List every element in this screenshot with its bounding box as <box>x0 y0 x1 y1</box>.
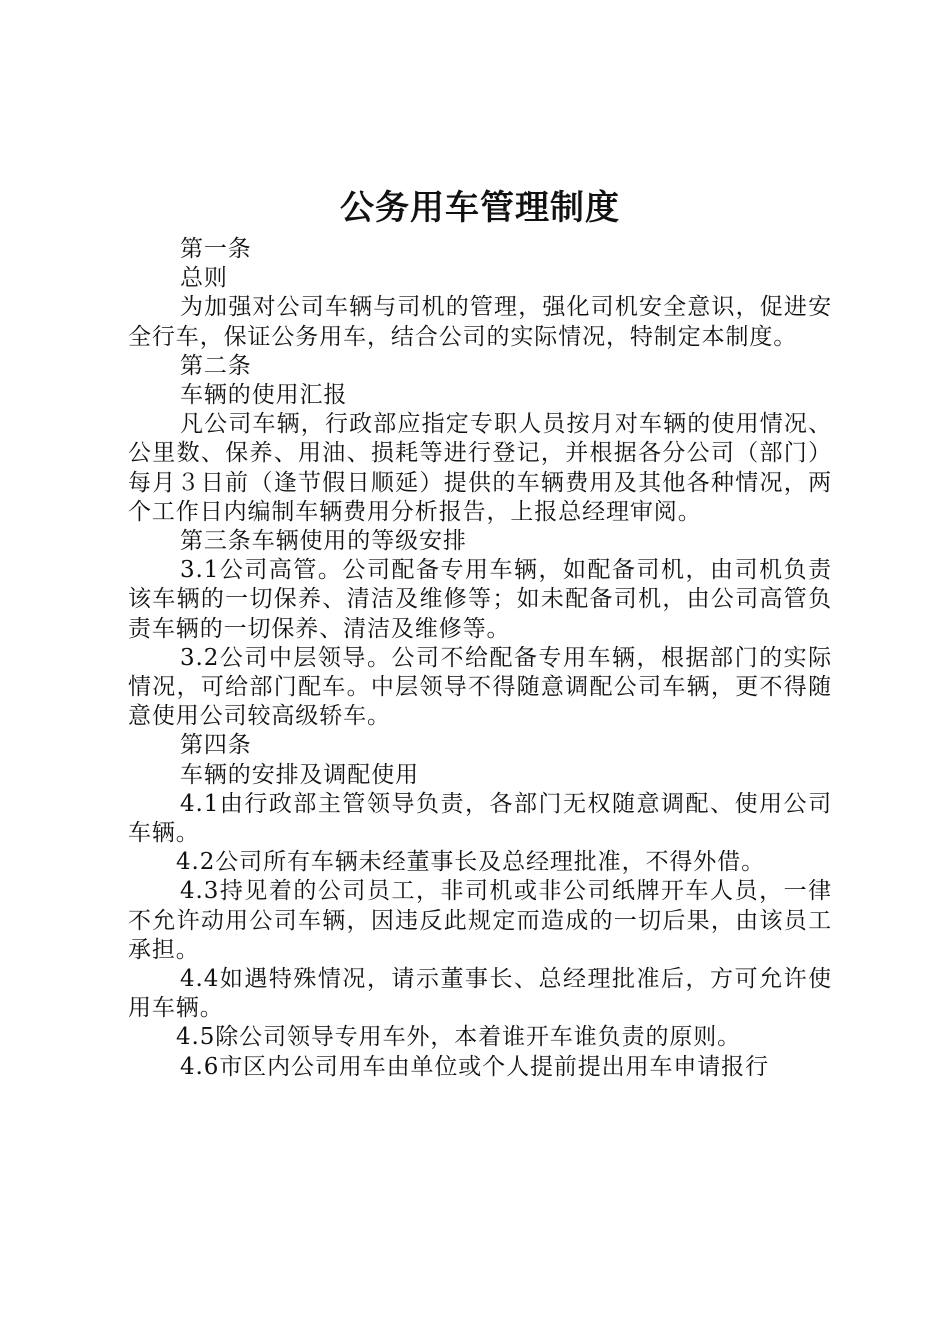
clause-4-3: 4.3持见着的公司员工，非司机或非公司纸牌开车人员，一律不允许动用公司车辆，因违反此规定而造成的一切后果，由该员工承担。 <box>128 878 832 963</box>
article-2-subtitle: 车辆的使用汇报 <box>180 382 348 409</box>
article-2-heading: 第二条 <box>180 352 252 379</box>
clause-4-4: 4.4如遇特殊情况，请示董事长、总经理批准后，方可允许使用车辆。 <box>128 966 832 1022</box>
clause-4-1: 4.1由行政部主管领导负责，各部门无权随意调配、使用公司车辆。 <box>128 790 832 847</box>
clause-4-2: 4.2公司所有车辆未经董事长及总经理批准，不得外借。 <box>176 849 765 876</box>
article-3-heading: 第三条车辆使用的等级安排 <box>180 528 467 555</box>
article-4-subtitle: 车辆的安排及调配使用 <box>180 761 419 788</box>
document-title: 公务用车管理制度 <box>340 188 620 228</box>
article-1-heading: 第一条 <box>180 236 252 262</box>
document-page <box>128 183 832 1082</box>
clause-4-6: 4.6市区内公司用车由单位或个人提前提出用车申请报行 <box>180 1053 769 1080</box>
article-1-body: 为加强对公司车辆与司机的管理，强化司机安全意识，促进安全行车，保证公务用车，结合公司的实际情况，特制定本制度。 <box>128 294 832 350</box>
clause-3-1: 3.1公司高管。公司配备专用车辆，如配备司机，由司机负责该车辆的一切保养、清洁及维修等；如未配备司机，由公司高管负责车辆的一切保养、清洁及维修等。 <box>128 557 832 642</box>
article-4-heading: 第四条 <box>180 732 252 759</box>
article-1-subtitle: 总则 <box>180 265 228 292</box>
article-2-body: 凡公司车辆，行政部应指定专职人员按月对车辆的使用情况、公里数、保养、用油、损耗等进行登记，并根据各分公司（部门）每月３日前（逢节假日顺延）提供的车辆费用及其他各种情况，两个工作日内编制车辆费用分析报告，上报总经理审阅。 <box>128 411 832 525</box>
clause-3-2: 3.2公司中层领导。公司不给配备专用车辆，根据部门的实际情况，可给部门配车。中层领导不得随意调配公司车辆，更不得随意使用公司较高级轿车。 <box>128 644 832 730</box>
clause-4-5: 4.5除公司领导专用车外，本着谁开车谁负责的原则。 <box>176 1024 742 1051</box>
